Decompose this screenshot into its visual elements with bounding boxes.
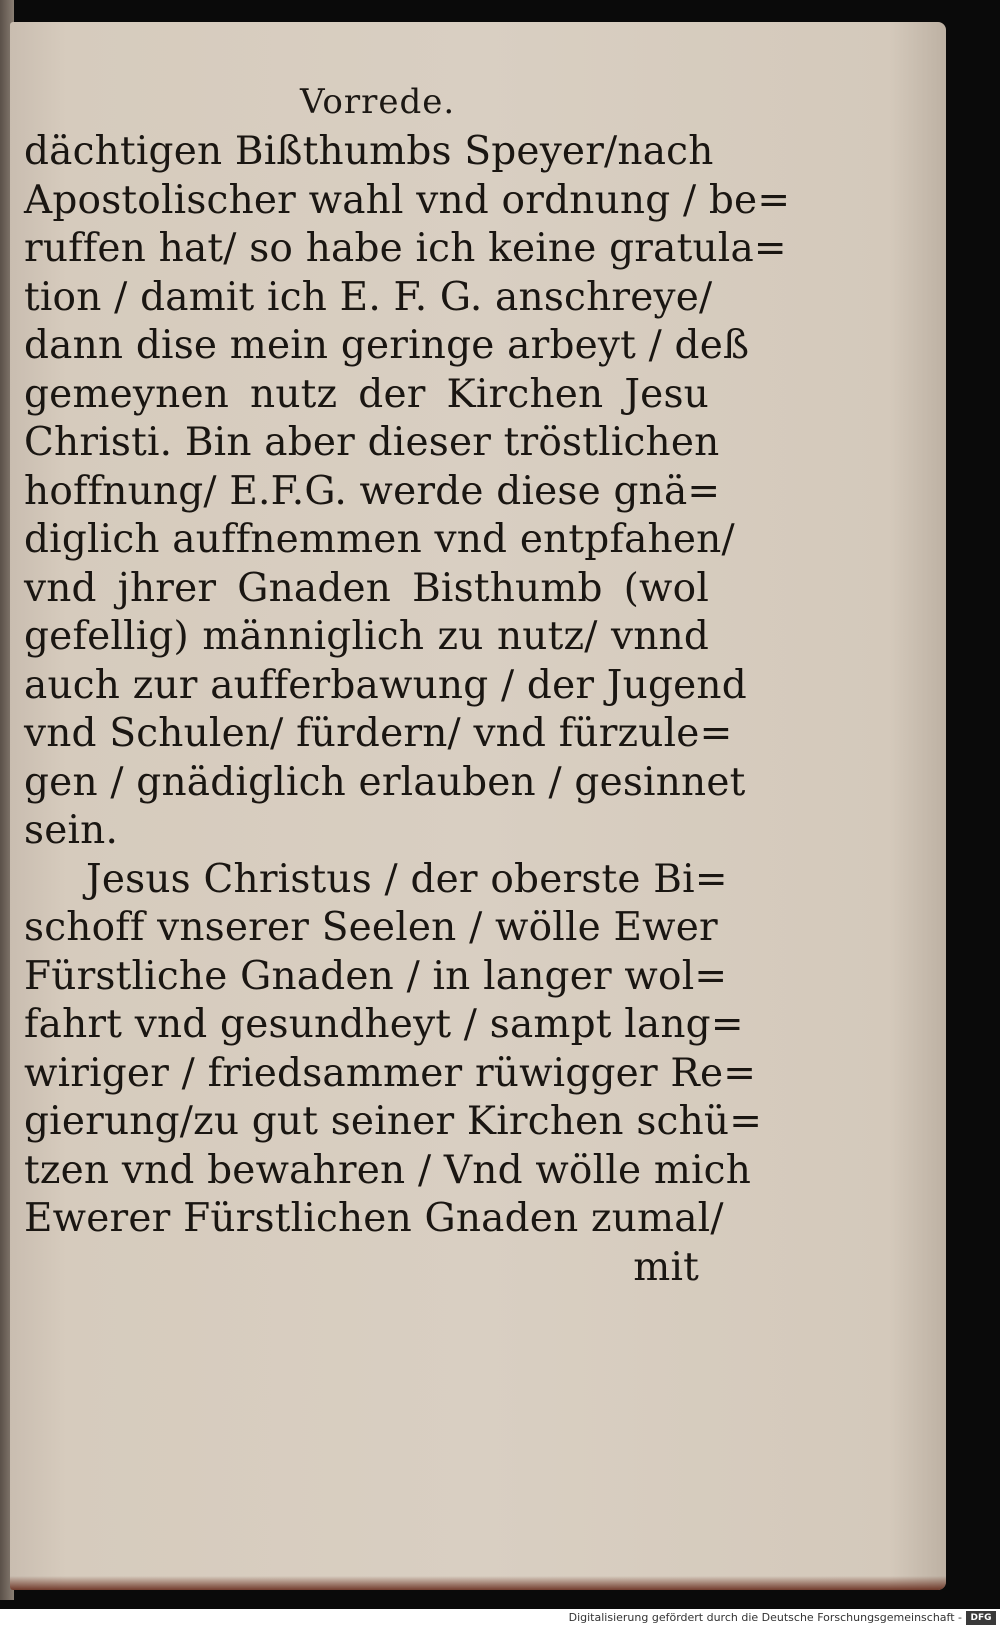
text-line: sein. — [24, 808, 119, 853]
text-line: gierung/zu gut seiner Kirchen schü= — [24, 1099, 763, 1144]
dfg-logo-icon: DFG — [966, 1611, 996, 1625]
catchword: mit — [633, 1244, 699, 1290]
text-line: Ewerer Fürstlichen Gnaden zumal/ — [24, 1196, 724, 1241]
text-line: hoffnung/ E.F.G. werde diese gnä= — [24, 468, 721, 514]
text-line: gemeynen nutz der Kirchen Jesu — [24, 371, 709, 417]
text-line: diglich auffnemmen vnd entpfahen/ — [24, 517, 735, 562]
text-line: vnd Schulen/ fürdern/ vnd fürzule= — [24, 711, 733, 756]
text-line: Christi. Bin aber dieser tröstlichen — [24, 420, 720, 465]
text-line: ruffen hat/ so habe ich keine gratula= — [24, 226, 787, 271]
running-head: Vorrede. — [300, 82, 456, 122]
text-line: Jesus Christus / der oberste Bi= — [86, 856, 728, 902]
text-line: Fürstliche Gnaden / in langer wol= — [24, 953, 728, 999]
text-line: tzen vnd bewahren / Vnd wölle mich — [24, 1147, 752, 1193]
text-line: gen / gnädiglich erlauben / gesinnet — [24, 759, 746, 805]
text-line: gefellig) männiglich zu nutz/ vnnd — [24, 614, 709, 659]
text-line: wiriger / friedsammer rüwigger Re= — [24, 1050, 757, 1096]
text-line: dächtigen Bißthumbs Speyer/nach — [24, 129, 714, 174]
text-line: auch zur aufferbawung / der Jugend — [24, 662, 747, 708]
text-line: fahrt vnd gesundheyt / sampt lang= — [24, 1002, 744, 1047]
body-text — [24, 128, 791, 1292]
text-line: dann dise mein geringe arbeyt / deß — [24, 323, 750, 368]
text-line: schoff vnserer Seelen / wölle Ewer — [24, 905, 718, 950]
text-line: Apostolischer wahl vnd ordnung / be= — [24, 177, 791, 223]
footer-credit: Digitalisierung gefördert durch die Deutsche Forschungsgemeinschaft - — [568, 1611, 962, 1624]
text-line: tion / damit ich E. F. G. anschreye/ — [24, 274, 713, 320]
digitization-footer — [0, 1609, 1000, 1629]
text-line: vnd jhrer Gnaden Bisthumb (wol — [24, 565, 709, 611]
page-edge-shadow — [10, 1576, 946, 1590]
